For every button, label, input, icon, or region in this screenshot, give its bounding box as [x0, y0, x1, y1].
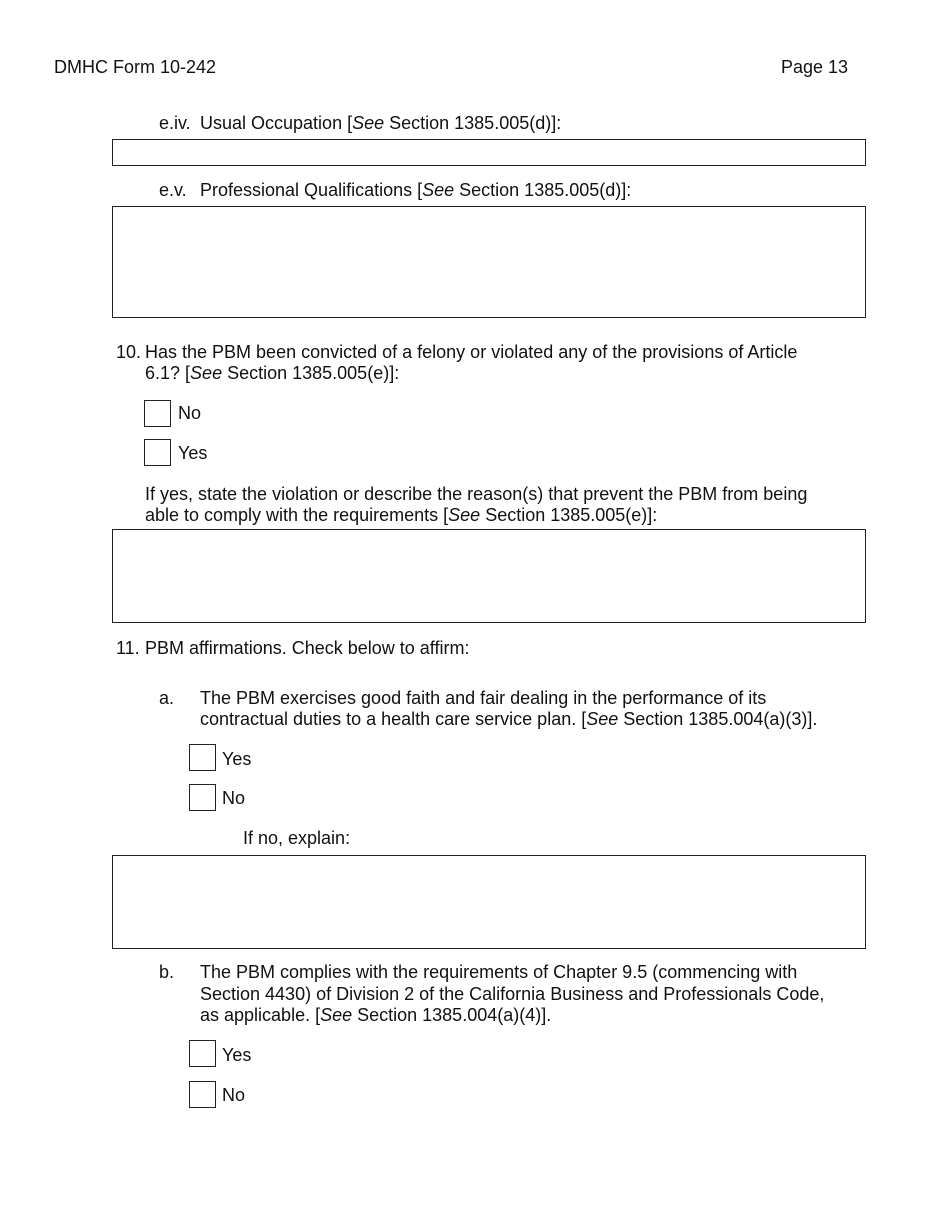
q11a-letter: a.: [159, 688, 175, 708]
q11b-line3: as applicable. [See Section 1385.004(a)(4)].: [200, 1005, 552, 1025]
q11a-explain-label: If no, explain:: [243, 828, 351, 848]
q10-line2: 6.1? [See Section 1385.005(e)]:: [145, 363, 400, 383]
q11b-no-label: No: [222, 1085, 246, 1105]
q11a-yes-label: Yes: [222, 749, 252, 769]
q11a-no-label: No: [222, 788, 246, 808]
q11a-line2: contractual duties to a health care service plan. [See Section 1385.004(a)(3)].: [200, 709, 818, 729]
q11b-yes-label: Yes: [222, 1045, 252, 1065]
q11-text: PBM affirmations. Check below to affirm:: [145, 638, 470, 658]
q10-followup-line2: able to comply with the requirements [See Section 1385.005(e)]:: [145, 505, 658, 525]
q11a-yes-checkbox[interactable]: [189, 744, 216, 771]
q10-number: 10.: [116, 342, 142, 362]
q10-line1: Has the PBM been convicted of a felony or violated any of the provisions of Article: [145, 342, 798, 362]
q11b-letter: b.: [159, 962, 175, 982]
page-number: Page 13: [781, 57, 849, 77]
q11b-line1: The PBM complies with the requirements of Chapter 9.5 (commencing with: [200, 962, 798, 982]
q11a-no-checkbox[interactable]: [189, 784, 216, 811]
q11a-line1: The PBM exercises good faith and fair dealing in the performance of its: [200, 688, 767, 708]
q11-number: 11.: [116, 638, 140, 658]
q10-followup-line1: If yes, state the violation or describe the reason(s) that prevent the PBM from being: [145, 484, 808, 504]
q11b-no-checkbox[interactable]: [189, 1081, 216, 1108]
form-id: DMHC Form 10-242: [54, 57, 217, 77]
q10-yes-label: Yes: [178, 443, 208, 463]
professional-qualifications-field[interactable]: [112, 206, 866, 318]
usual-occupation-field[interactable]: [112, 139, 866, 166]
e-v-number: e.v.: [159, 180, 187, 200]
q11b-yes-checkbox[interactable]: [189, 1040, 216, 1067]
q10-no-checkbox[interactable]: [144, 400, 171, 427]
q11a-explain-field[interactable]: [112, 855, 866, 949]
q10-yes-checkbox[interactable]: [144, 439, 171, 466]
e-v-label: Professional Qualifications [See Section 1385.005(d)]:: [200, 180, 632, 200]
e-iv-number: e.iv.: [159, 113, 191, 133]
q10-no-label: No: [178, 403, 202, 423]
q11b-line2: Section 4430) of Division 2 of the California Business and Professionals Code,: [200, 984, 825, 1004]
e-iv-label: Usual Occupation [See Section 1385.005(d)]:: [200, 113, 562, 133]
q10-violation-field[interactable]: [112, 529, 866, 623]
